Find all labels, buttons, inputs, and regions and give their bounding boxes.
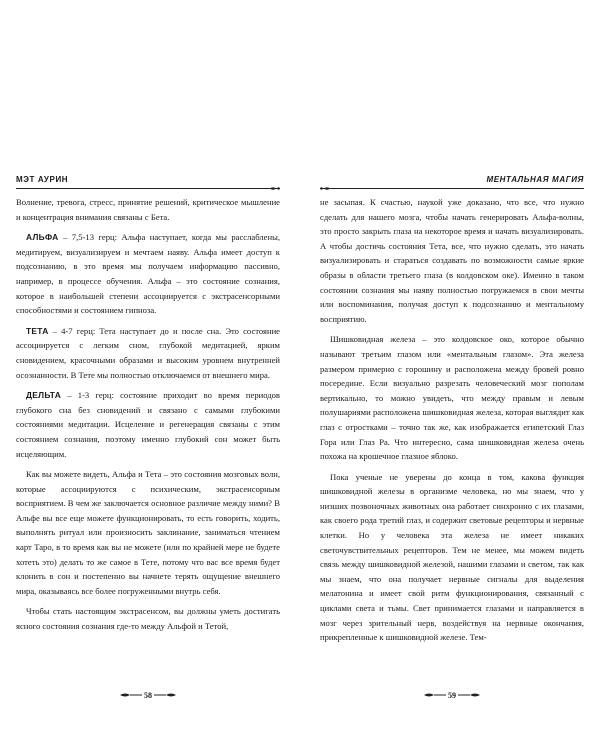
folio-ornament-icon	[120, 692, 142, 698]
paragraph-text: Чтобы стать настоящим экстрасенсом, вы должны уметь достигать ясного состояния сознания где-то между Альфой и Тетой,	[16, 606, 280, 632]
paragraph	[16, 230, 280, 318]
paragraph	[16, 467, 280, 598]
paragraph	[320, 332, 584, 463]
wave-term: АЛЬФА	[26, 232, 59, 243]
folio-ornament-icon	[154, 692, 176, 698]
paragraph	[16, 604, 280, 633]
left-running-head-text: МЭТ АУРИН	[16, 175, 69, 184]
wave-term: ДЕЛЬТА	[26, 390, 62, 401]
paragraph-text: Волнение, тревога, стресс, принятие решений, критическое мышление и концентрация внимания связаны с Бета.	[16, 197, 280, 222]
paragraph	[16, 324, 280, 382]
folio-ornament-icon	[424, 692, 446, 698]
right-page	[320, 172, 584, 684]
head-ornament-icon	[320, 186, 360, 191]
left-running-head	[16, 172, 280, 189]
paragraph	[16, 388, 280, 461]
paragraph-text: Как вы можете видеть, Альфа и Тета – это состояния мозговых волн, которые ассоциируются с психическим, экстрасенсорным восприятием. В чем же заключается основное различие между ними? В Альфе вы все еще можете функционировать, то есть говорить, ходить, выполнять ритуал или произносить заклинание, заниматься чтением карт Таро, в то время как вы не можете (или по крайней мере не будете хотеть это) делать то же самое в Тете, потому что вас все время будет клонить в сон и постепенно вы начнете терять ощущение внешнего мира, оказываясь все более погруженными внутрь себя.	[16, 469, 280, 596]
folio-ornament-icon	[458, 692, 480, 698]
left-folio	[16, 690, 280, 704]
head-ornament-icon	[240, 186, 280, 191]
paragraph	[320, 195, 584, 326]
paragraph	[16, 195, 280, 224]
paragraph-text: – 1-3 герц: состояние приходит во время периодов глубокого сна без сновидений и связано с самыми глубокими состояниями медитации. Исцеление и регенерация связаны с этим состоянием сознания, поэтому именно глубокий сон может быть исцеляющим.	[16, 390, 280, 459]
right-page-number: 59	[448, 690, 456, 700]
paragraph-text: Пока ученые не уверены до конца в том, какова функция шишковидной железы в организме человека, но мы знаем, что у низших позвоночных животных она работает синхронно с их глазами, как своего рода третий глаз, и содержит световые рецепторы и нервные клетки. Но у человека эта железа не имеет никаких светочувствительных рецепторов. Тем не менее, мы можем видеть связь между шишковидной железой, нашими глазами и светом, так как мы знаем, что она получает нервные сигналы для выделения мелатонина и имеет свой ритм функционирования, связанный с циклами света и тьмы. Свет принимается глазами и направляется в мозг через зрительный нерв, воздействуя на нервные окончания, прикрепленные к шишковидной железе. Тем-	[320, 471, 584, 643]
right-page-body	[320, 195, 584, 645]
paragraph-text: не засыпая. К счастью, наукой уже доказано, что все, что нужно сделать для нашего мозга, чтобы начать генерировать Альфа-волны, это просто закрыть глаза на некоторое время и начать визуализировать. А чтобы достичь состояния Тета, все, что нужно сделать, это начать визуализировать и стараться создавать по возможности самые яркие образы в области третьего глаза (в колдовском оке). Именно в таком состоянии сознания мы наяву полностью погружаемся в свои мечты или воспоминания, получая доступ к подсознанию и ментальному восприятию.	[320, 197, 584, 324]
right-running-head	[320, 172, 584, 189]
paragraph-text: – 4-7 герц: Тета наступает до и после сна. Это состояние ассоциируется с легким сном, глубокой медитацией, ярким сновидением, красочными образами и высоким уровнем внутренней осознанности. В Тете мы полностью отключаемся от внешнего мира.	[16, 325, 280, 380]
left-page	[16, 172, 280, 684]
right-folio	[320, 690, 584, 704]
left-page-body	[16, 195, 280, 634]
paragraph-text: Шишковидная железа – это колдовское око, которое обычно называют третьим глазом или «ментальным глазом». Эта железа размером примерно с горошину и расположена между бровей ровно посередине. Если визуально разрезать человеческий мозг пополам вертикально, то можно увидеть, что между правым и левым полушариями расположена шишковидная железа, которая выглядит как глаз с отростками – точно так же, как изображается египетский Глаз Гора или Глаз Ра. Что интересно, сама шишковидная железа очень похожа на крошечное глазное яблоко.	[320, 334, 584, 462]
paragraph-text: – 7,5-13 герц: Альфа наступает, когда мы расслаблены, медитируем, визуализируем и мечтаем наяву. Альфа имеет доступ к подсознанию, в это время мы получаем информацию пассивно, например, в процессе обучения. Альфа – это состояние сознания, которое в наибольшей степени ассоциируется с экстрасенсорными способностями и состоянием гипноза.	[16, 232, 280, 316]
wave-term: ТЕТА	[26, 325, 49, 336]
left-page-number: 58	[144, 690, 152, 700]
paragraph	[320, 470, 584, 645]
right-running-head-text: МЕНТАЛЬНАЯ МАГИЯ	[486, 175, 584, 184]
